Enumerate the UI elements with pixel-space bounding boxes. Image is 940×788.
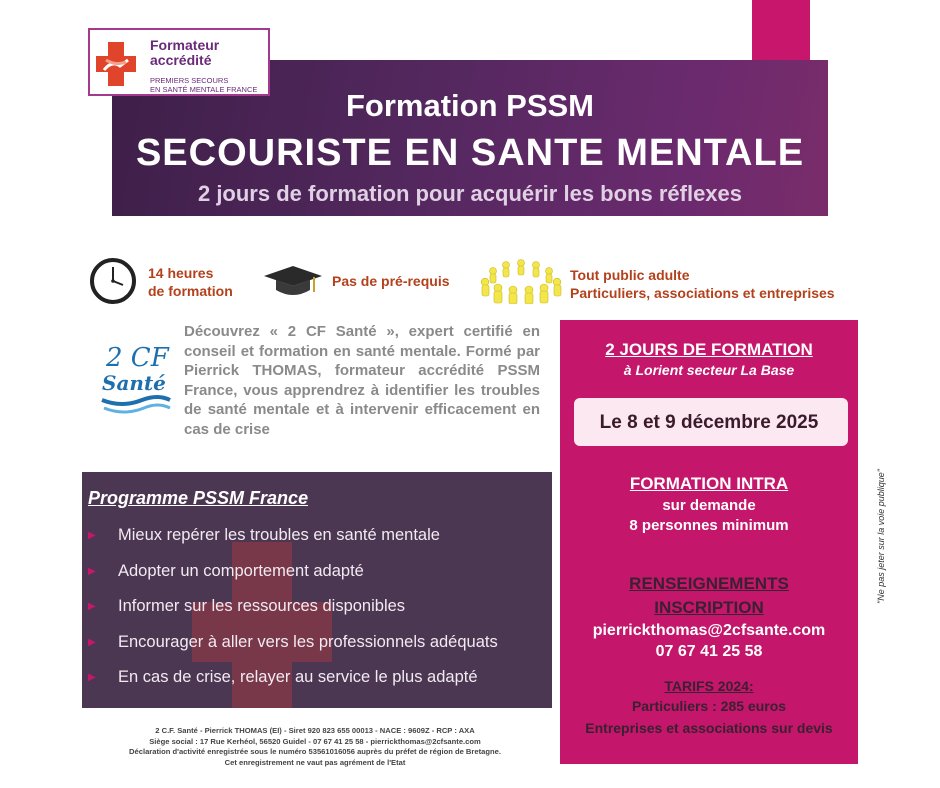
- badge-line4: EN SANTÉ MENTALE FRANCE: [150, 85, 258, 94]
- legal-footer: [84, 726, 546, 768]
- audience-line1: Tout public adulte: [570, 267, 690, 283]
- logo-sante-text: Santé: [102, 371, 166, 395]
- badge-line1: Formateur: [150, 37, 220, 53]
- intra-heading: FORMATION INTRA: [629, 474, 789, 493]
- bullet-arrow-icon: ▶: [88, 636, 96, 648]
- feature-duration: [148, 264, 233, 300]
- programme-box: [82, 472, 552, 708]
- programme-item: [88, 597, 498, 633]
- red-cross-hands-icon: [96, 40, 136, 88]
- programme-title: Programme PSSM France: [88, 488, 309, 508]
- programme-item-text: En cas de crise, relayer au service le plus adapté: [118, 668, 478, 686]
- session-dates: Le 8 et 9 décembre 2025: [599, 412, 819, 433]
- bullet-arrow-icon: ▶: [88, 601, 96, 612]
- title-formation-pssm: Formation PSSM: [345, 88, 594, 123]
- tarif-entreprises: Entreprises et associations sur devis: [585, 720, 833, 736]
- people-circle-icon: [478, 258, 564, 304]
- session-location: à Lorient secteur La Base: [623, 362, 795, 378]
- info-box: [560, 320, 858, 764]
- feature-prerequisites: Pas de pré-requis: [332, 273, 450, 289]
- tarifs-heading: TARIFS 2024:: [664, 678, 754, 694]
- bullet-arrow-icon: ▶: [88, 672, 96, 683]
- programme-item: [88, 562, 498, 598]
- programme-item-text: Adopter un comportement adapté: [118, 561, 364, 580]
- intra-line1: sur demande: [662, 497, 756, 514]
- logo-2cf-text: 2 CF: [106, 343, 169, 373]
- feature-audience: [570, 266, 835, 302]
- programme-item-text: Mieux repérer les troubles en santé mentale: [118, 526, 440, 544]
- programme-item: [88, 633, 498, 669]
- contact-heading2: INSCRIPTION: [654, 598, 764, 617]
- footer-line1: 2 C.F. Santé - Pierrick THOMAS (EI) - Siret 920 823 655 00013 - NACE : 9609Z - RCP : AXA: [155, 726, 475, 735]
- programme-item-text: Encourager à aller vers les professionnels adéquats: [118, 632, 498, 651]
- duration-line1: 14 heures: [148, 265, 214, 281]
- footer-line2: Siège social : 17 Rue Kerhéol, 56520 Guidel - 07 67 41 25 58 - pierrickthomas@2cfsante.com: [149, 736, 481, 746]
- header-subtitle: 2 jours de formation pour acquérir les bons réflexes: [197, 181, 743, 206]
- bullet-arrow-icon: ▶: [88, 565, 96, 577]
- bullet-arrow-icon: ▶: [88, 530, 96, 541]
- intra-line2: 8 personnes minimum: [629, 517, 789, 534]
- tarif-particuliers: Particuliers : 285 euros: [631, 698, 787, 714]
- contact-email[interactable]: pierrickthomas@2cfsante.com: [592, 622, 826, 639]
- badge-line2: accrédité: [150, 52, 212, 68]
- programme-item-text: Informer sur les ressources disponibles: [118, 597, 406, 615]
- intro-paragraph: Découvrez « 2 CF Santé », expert certifié en conseil et formation en santé mentale. Formé par Pierrick THOMAS, formateur accrédité PSSM France, vous apprendrez à identifier les troubles de santé mentale et à intervenir efficacement en cas de crise: [184, 323, 540, 438]
- programme-list: [88, 526, 498, 704]
- title-secouriste: SECOURISTE EN SANTE MENTALE: [135, 132, 805, 174]
- footer-line3: Déclaration d'activité enregistrée sous le numéro 53561016056 auprès du préfet de région de Bretagne.: [129, 747, 501, 757]
- duration-line2: de formation: [148, 283, 233, 299]
- programme-item: [88, 668, 498, 704]
- footer-line4: Cet enregistrement ne vaut pas agrément de l'Etat: [224, 757, 406, 767]
- accredited-trainer-badge: [88, 28, 270, 96]
- audience-line2: Particuliers, associations et entreprises: [570, 285, 835, 301]
- contact-heading1: RENSEIGNEMENTS: [629, 574, 789, 593]
- side-note: "Ne pas jeter sur la voie publique": [876, 469, 886, 604]
- clock-icon: [90, 258, 136, 304]
- graduation-cap-icon: [262, 264, 324, 300]
- badge-line3: PREMIERS SECOURS: [150, 76, 229, 85]
- session-heading: 2 JOURS DE FORMATION: [605, 340, 813, 359]
- 2cf-sante-logo: [100, 336, 172, 420]
- contact-phone[interactable]: 07 67 41 25 58: [655, 643, 763, 660]
- programme-item: [88, 526, 498, 562]
